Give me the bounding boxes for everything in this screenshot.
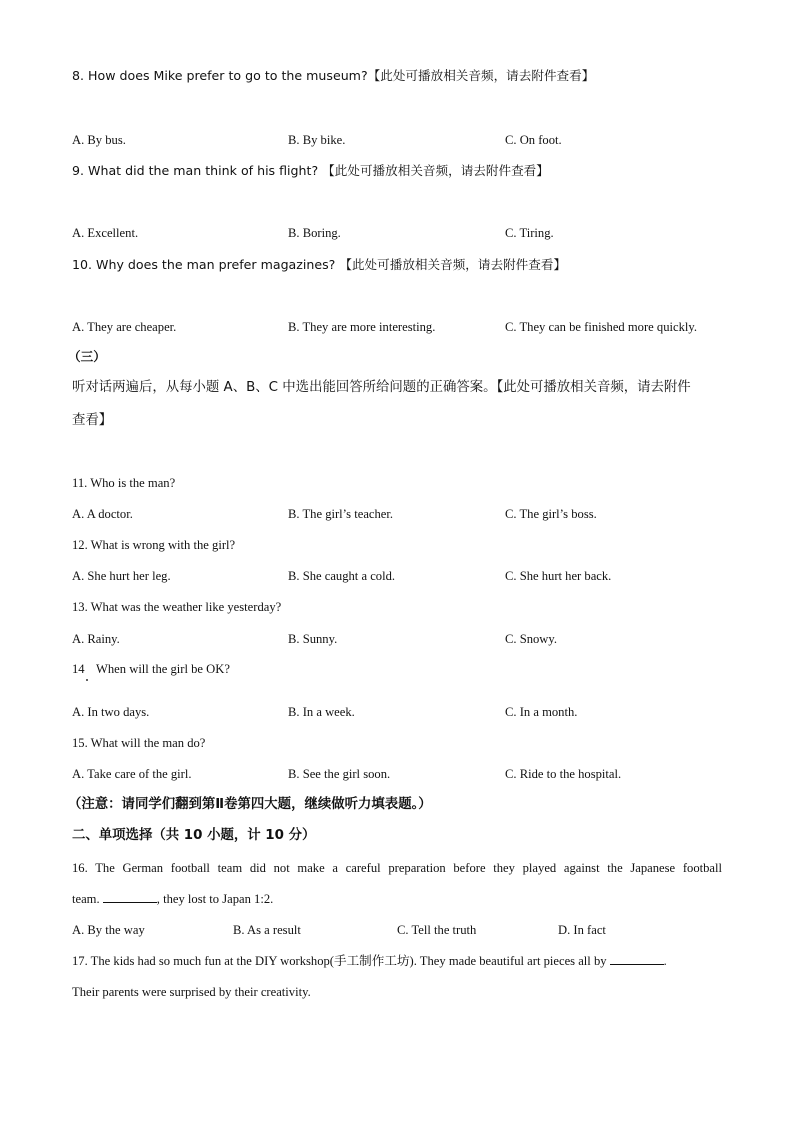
question-16-line-2-end: , they lost to Japan 1:2. [156,892,274,906]
question-11-option-c: C. The girl’s boss. [505,507,597,521]
question-9-option-a: A. Excellent. [72,226,139,240]
question-10-option-b: B. They are more interesting. [288,320,436,334]
question-9-text: 9. What did the man think of his flight? 【此处可播放相关音频，请去附件查看】 [72,163,549,178]
question-17-line-2: Their parents were surprised by their creativity. [72,985,311,999]
question-12-option-b: B. She caught a cold. [288,569,396,583]
question-9-option-c: C. Tiring. [505,226,554,240]
question-16-line-1: 16. The German football team did not make a careful preparation before they played against the Japanese football [72,861,722,875]
question-16-line-2-start: team. [72,892,100,906]
question-11-text: 11. Who is the man? [72,476,176,490]
question-12-text: 12. What is wrong with the girl? [72,538,236,552]
question-11-option-b: B. The girl’s teacher. [288,507,394,521]
question-14-option-c: C. In a month. [505,705,578,719]
question-14-period-mark [86,679,88,681]
question-11-option-a: A. A doctor. [72,507,133,521]
question-16-option-c: C. Tell the truth [397,923,477,937]
question-16-option-b: B. As a result [233,923,301,937]
question-16-option-d: D. In fact [558,923,606,937]
question-8-option-b: B. By bike. [288,133,346,147]
question-10-option-c: C. They can be finished more quickly. [505,320,698,334]
question-16-line-2 [72,891,273,907]
question-13-option-b: B. Sunny. [288,632,338,646]
section-3-instruction-line-1: 听对话两遍后，从每小题 A、B、C 中选出能回答所给问题的正确答案。【此处可播放相关音频，请去附件 [72,380,691,395]
question-14-option-a: A. In two days. [72,705,150,719]
question-15-option-b: B. See the girl soon. [288,767,391,781]
question-10-option-a: A. They are cheaper. [72,320,177,334]
question-8-option-c: C. On foot. [505,133,562,147]
question-14-text: When will the girl be OK? [96,662,230,676]
question-13-option-c: C. Snowy. [505,632,558,646]
question-15-option-c: C. Ride to the hospital. [505,767,622,781]
part-2-heading: 二、单项选择（共 10 小题，计 10 分） [72,828,316,843]
question-8-text: 8. How does Mike prefer to go to the museum?【此处可播放相关音频，请去附件查看】 [72,68,595,83]
question-17-line-1 [72,953,667,969]
question-17-answer-blank [610,953,664,965]
question-13-text: 13. What was the weather like yesterday? [72,600,282,614]
question-14-number: 14 [72,662,85,676]
question-13-option-a: A. Rainy. [72,632,120,646]
question-10-text: 10. Why does the man prefer magazines? 【此处可播放相关音频，请去附件查看】 [72,257,567,272]
question-12-option-a: A. She hurt her leg. [72,569,171,583]
question-16-answer-blank [103,891,157,903]
question-16-option-a: A. By the way [72,923,145,937]
question-17-line-1-start: 17. The kids had so much fun at the DIY workshop(手工制作工坊). They made beautiful art pieces all by [72,954,607,968]
question-15-text: 15. What will the man do? [72,736,206,750]
question-8-option-a: A. By bus. [72,133,126,147]
note-text: （注意：请同学们翻到第Ⅱ卷第四大题，继续做听力填表题。） [68,797,432,812]
section-3-heading: （三） [68,349,106,364]
section-3-instruction-line-2: 查看】 [72,413,113,428]
question-14-option-b: B. In a week. [288,705,355,719]
question-17-line-1-end: . [663,954,667,968]
question-12-option-c: C. She hurt her back. [505,569,612,583]
question-15-option-a: A. Take care of the girl. [72,767,192,781]
question-9-option-b: B. Boring. [288,226,341,240]
